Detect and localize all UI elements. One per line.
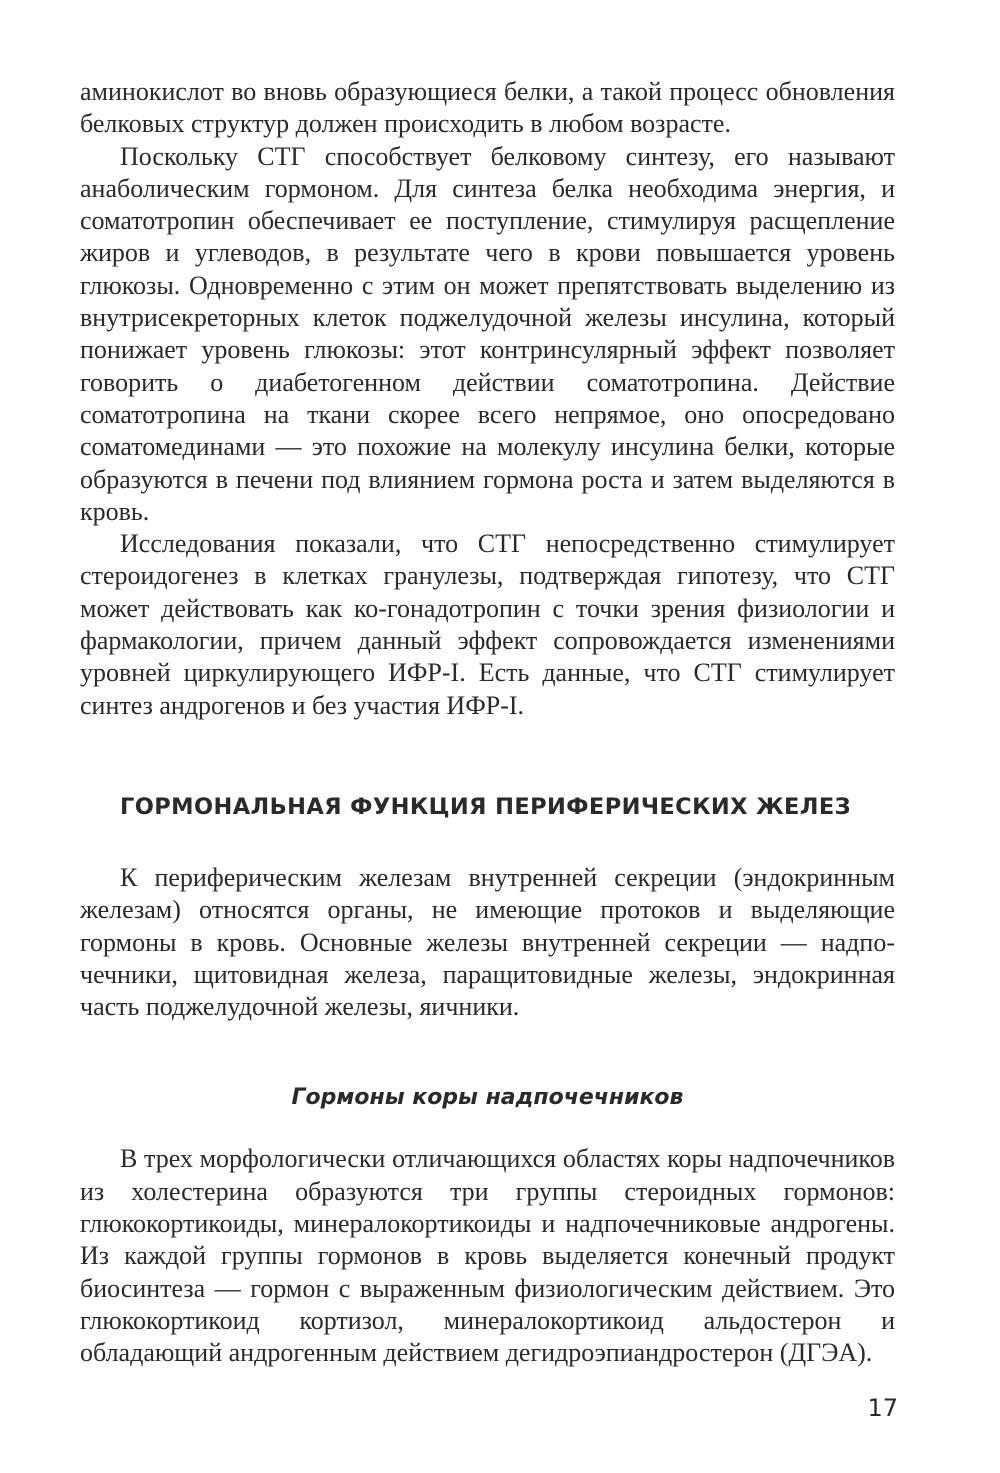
section-heading: ГОРМОНАЛЬНАЯ ФУНКЦИЯ ПЕРИФЕРИЧЕСКИХ ЖЕЛЕЗ [120,793,852,820]
paragraph-continuation: аминокислот во вновь образующиеся белки, а такой процесс обновления белковых структур должен происходить в любом возрасте. [80,77,895,139]
subsection-heading: Гормоны коры надпочечников [291,1085,684,1111]
paragraph-stg-anabolic: Поскольку СТГ способствует белковому синтезу, его называют анаболическим гормоном. Для синтеза белка необходима энергия, и соматотропин обеспечивает ее поступление, стимулируя расщепление жиров и углеводов, в результате чего в крови повышается уровень глюкозы. Одновременно с этим он может препятствовать выделению из внутрисекреторных клеток поджелудочной железы инсулина, который понижает уровень глюкозы: этот контринсулярный эффект позволяет говорить о диабетогенном действии соматотропина. Действие соматотропина на ткани скорее всего непрямое, оно опосредовано соматомединами — это похожие на молекулу инсулина белки, которые образуются в печени под влиянием гормона роста и затем выделяются в кровь. [80,141,895,526]
paragraph-peripheral-glands: К периферическим железам внутренней секреции (эндокринным железам) относятся органы, не имеющие протоков и выделяющие гормоны в кровь. Основные железы внутренней секреции — надпочечники, щитовидная железа, паращитовидные железы, эндокринная часть поджелудочной железы, яичники. [80,862,895,1022]
page-content [80,76,895,1370]
page-number: 17 [867,1394,898,1422]
paragraph-adrenal-cortex: В трех морфологически отличающихся областях коры надпочечников из холестерина образуются три группы стероидных гормонов: глюкокортикоиды, минералокортикоиды и надпочечниковые андрогены. Из каждой группы гормонов в кровь выделяется конечный продукт биосинтеза — гормон с выраженным физиологическим действием. Это глюкокортикоид кортизол, минералокортикоид альдостерон и обладающий андрогенным действием дегидроэпиандростерон (ДГЭА). [80,1144,895,1368]
paragraph-stg-steroidogenesis: Исследования показали, что СТГ непосредственно стимулирует стероидогенез в клетках гранулезы, подтверждая гипотезу, что СТГ может действовать как ко-гонадотропин с точки зрения физиологии и фармакологии, причем данный эффект сопровождается изменениями уровней циркулирующего ИФР-I. Есть данные, что СТГ стимулирует синтез андрогенов и без участия ИФР-I. [80,529,895,720]
